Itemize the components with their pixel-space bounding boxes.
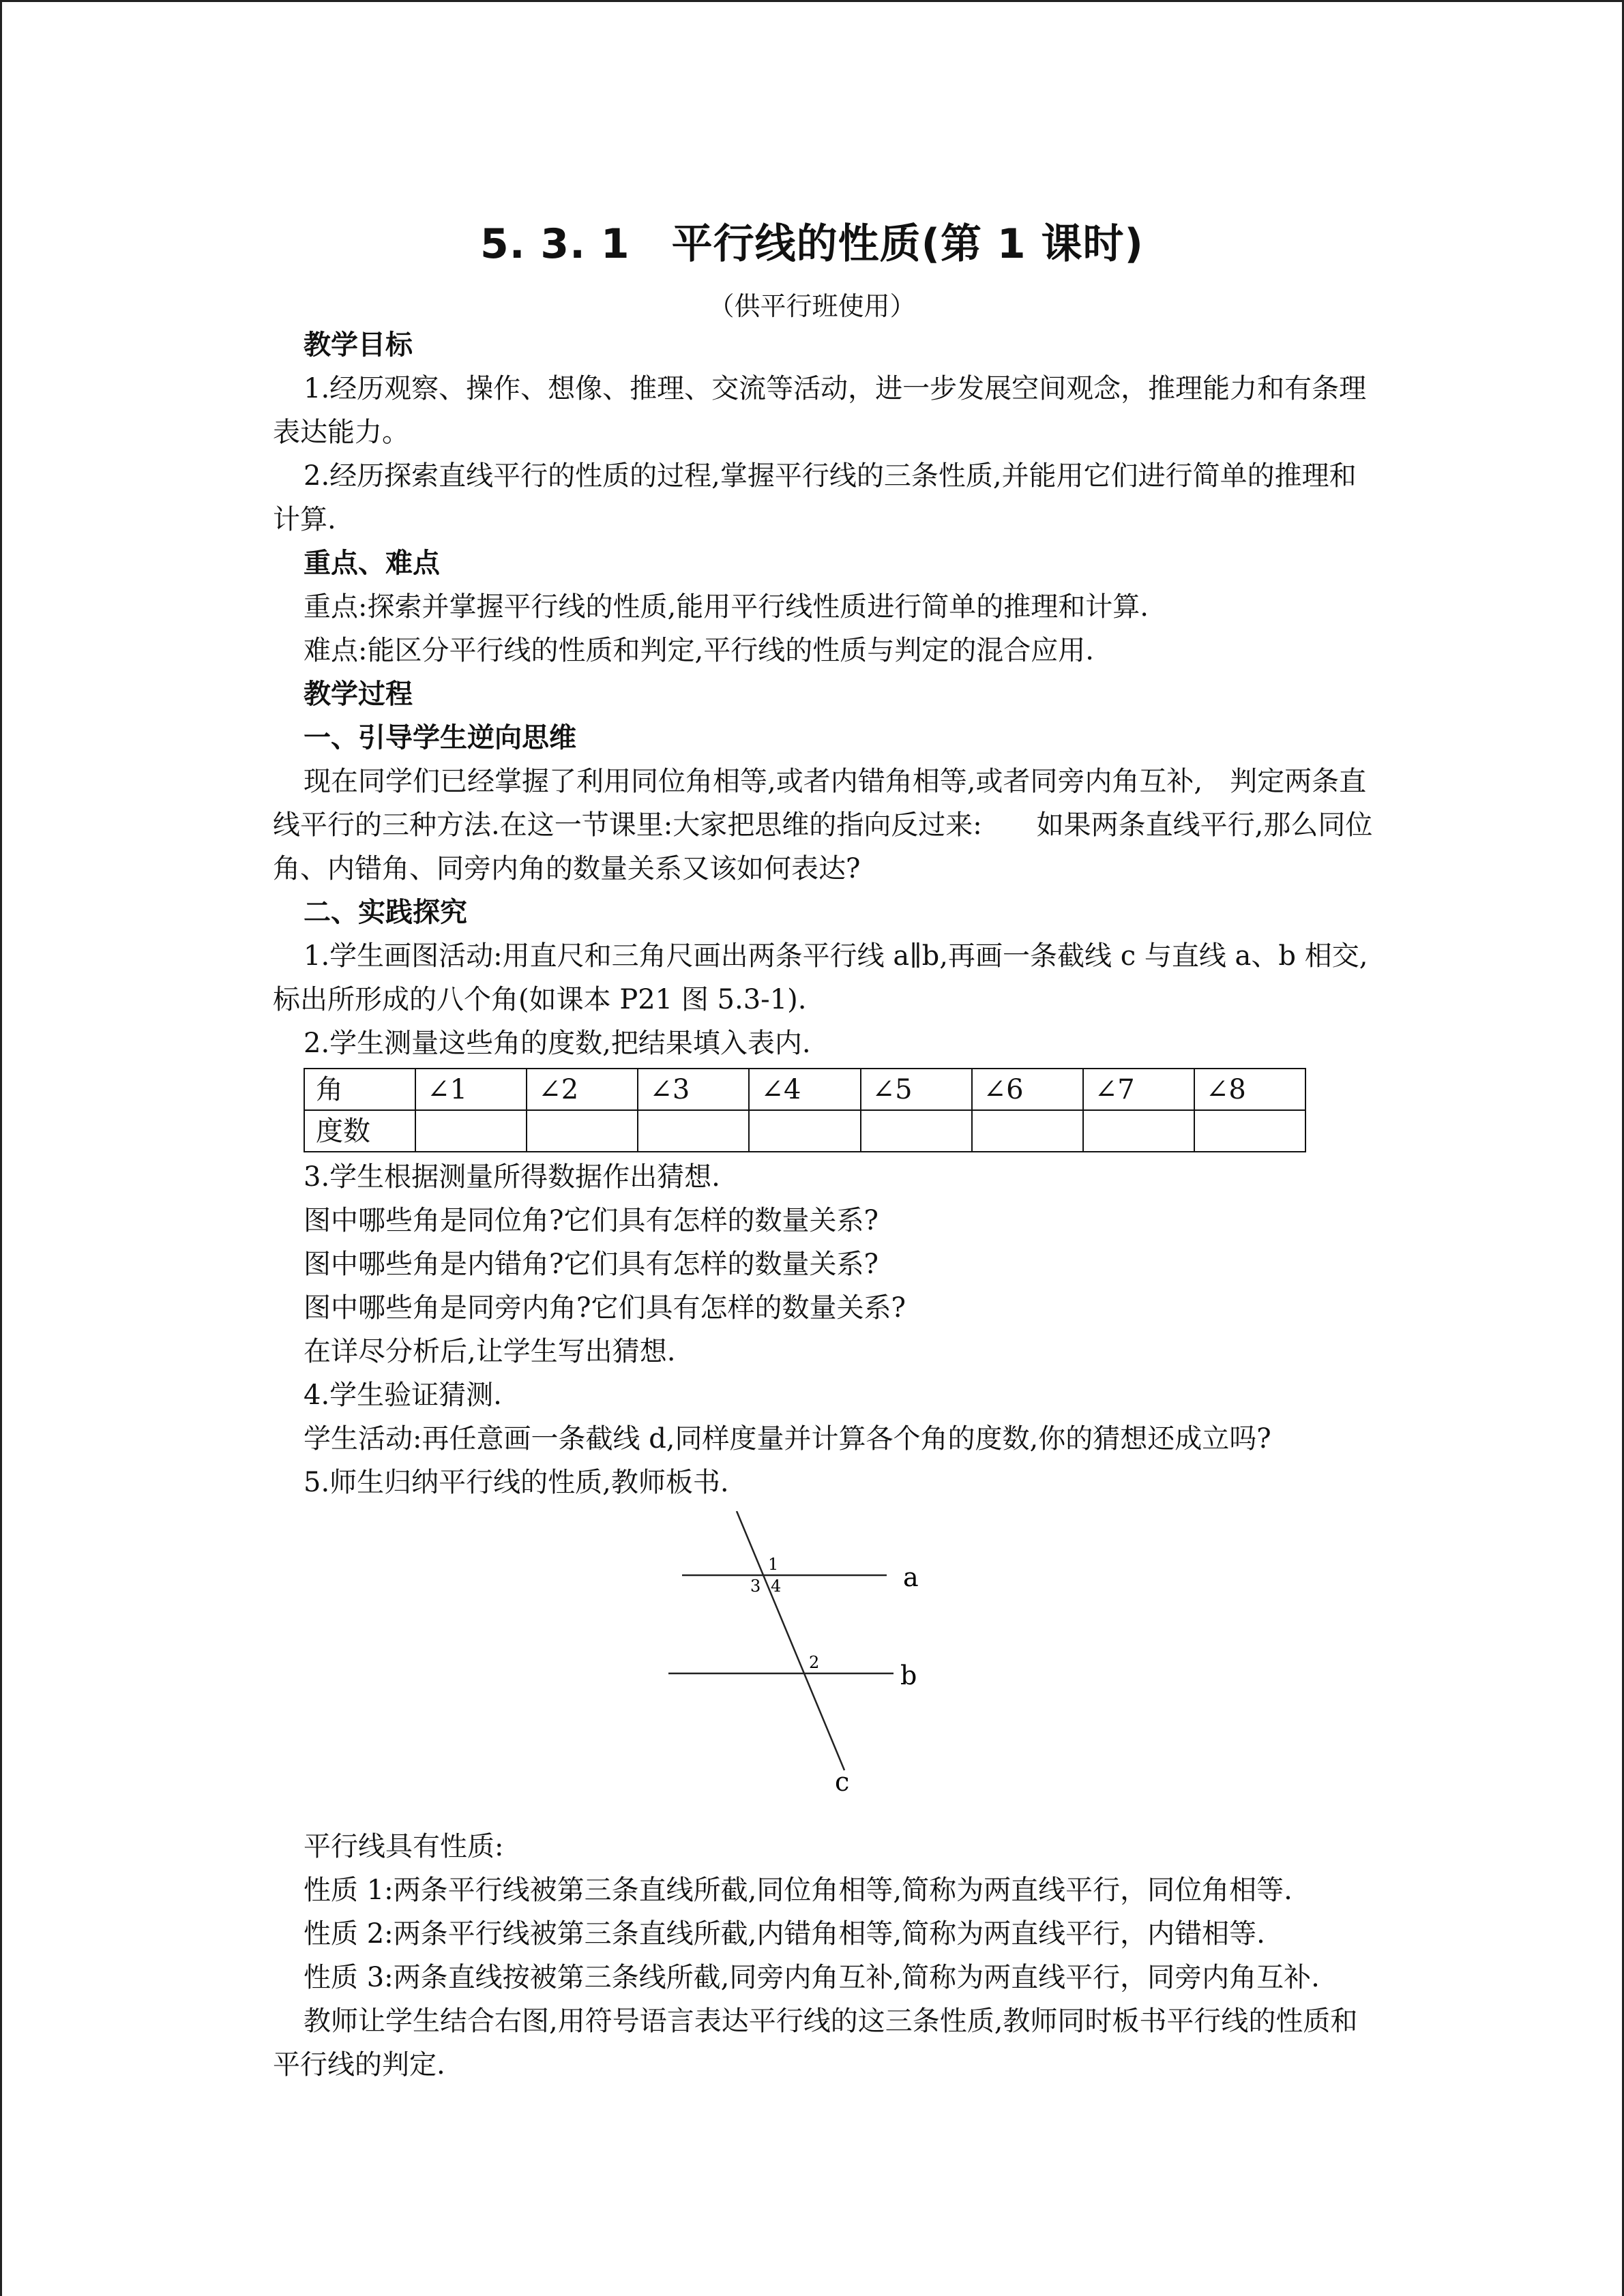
- table-cell: 度数: [304, 1110, 415, 1152]
- table-cell: [972, 1110, 1083, 1152]
- practice-step-4: 4.学生验证猜测.: [304, 1380, 502, 1411]
- angle-measure-table: [304, 1068, 1306, 1152]
- table-cell: ∠1: [415, 1069, 527, 1110]
- practice-step-3: 3.学生根据测量所得数据作出猜想.: [304, 1161, 720, 1193]
- practice-step-2: 2.学生测量这些角的度数,把结果填入表内.: [304, 1028, 811, 1059]
- table-cell: ∠3: [638, 1069, 749, 1110]
- parallel-lines-diagram: [668, 1511, 1050, 1798]
- table-cell: 角: [304, 1069, 415, 1110]
- page-subtitle: （供平行班使用）: [708, 291, 916, 321]
- line-c-label: c: [835, 1767, 850, 1797]
- section2-heading: 二、实践探究: [304, 897, 467, 928]
- question-interior: 图中哪些角是同旁内角?它们具有怎样的数量关系?: [304, 1292, 906, 1324]
- angle-3-label: 3: [750, 1577, 761, 1596]
- line-a-label: a: [903, 1562, 919, 1592]
- table-cell: [749, 1110, 860, 1152]
- document-body: [273, 323, 1378, 2087]
- table-cell: [415, 1110, 527, 1152]
- line-c: [737, 1511, 844, 1770]
- objective-item-2: 2.经历探索直线平行的性质的过程,掌握平行线的三条性质,并能用它们进行简单的推理和计算.: [273, 460, 1357, 535]
- process-heading: 教学过程: [304, 679, 413, 710]
- table-row: [304, 1110, 1305, 1152]
- practice-step-5: 5.师生归纳平行线的性质,教师板书.: [304, 1467, 729, 1498]
- angle-2-label: 2: [809, 1653, 820, 1672]
- property-3: 性质 3:两条直线按被第三条线所截,同旁内角互补,简称为两直线平行，同旁内角互补.: [304, 1962, 1320, 1993]
- table-cell: ∠2: [527, 1069, 638, 1110]
- table-cell: ∠7: [1083, 1069, 1194, 1110]
- table-row: [304, 1069, 1305, 1110]
- table-cell: ∠5: [861, 1069, 972, 1110]
- practice-step-1: 1.学生画图活动:用直尺和三角尺画出两条平行线 a∥b,再画一条截线 c 与直线 a、b 相交,标出所形成的八个角(如课本 P21 图 5.3-1).: [273, 940, 1368, 1015]
- table-cell: [1194, 1110, 1305, 1152]
- page-border-top: [0, 0, 1624, 2]
- section1-heading: 一、引导学生逆向思维: [304, 722, 576, 754]
- table-cell: [861, 1110, 972, 1152]
- keypoint-key: 重点:探索并掌握平行线的性质,能用平行线性质进行简单的推理和计算.: [304, 591, 1149, 623]
- line-b-label: b: [900, 1660, 917, 1690]
- parallel-lines-figure: [273, 1504, 1378, 1825]
- page-border-left: [0, 0, 2, 2296]
- table-cell: [1083, 1110, 1194, 1152]
- section1-text: 现在同学们已经掌握了利用同位角相等,或者内错角相等,或者同旁内角互补, 判定两条直线平行的三种方法.在这一节课里:大家把思维的指向反过来: 如果两条直线平行,那么同位角、内错角、同旁内角的数量关系又该如何表达?: [273, 766, 1373, 884]
- table-cell: ∠8: [1194, 1069, 1305, 1110]
- property-1: 性质 1:两条平行线被第三条直线所截,同位角相等,简称为两直线平行，同位角相等.: [304, 1875, 1293, 1906]
- student-activity: 学生活动:再任意画一条截线 d,同样度量并计算各个角的度数,你的猜想还成立吗?: [304, 1423, 1271, 1455]
- angle-1-label: 1: [768, 1555, 779, 1574]
- table-cell: [527, 1110, 638, 1152]
- question-corresponding: 图中哪些角是同位角?它们具有怎样的数量关系?: [304, 1205, 879, 1236]
- question-alternate: 图中哪些角是内错角?它们具有怎样的数量关系?: [304, 1249, 879, 1280]
- properties-closing: 教师让学生结合右图,用符号语言表达平行线的这三条性质,教师同时板书平行线的性质和平行线的判定.: [273, 2006, 1358, 2081]
- objectives-heading: 教学目标: [304, 329, 413, 361]
- page-title: 5. 3. 1 平行线的性质(第 1 课时): [480, 220, 1144, 268]
- properties-intro: 平行线具有性质:: [304, 1831, 504, 1862]
- question-conjecture: 在详尽分析后,让学生写出猜想.: [304, 1336, 676, 1367]
- property-2: 性质 2:两条平行线被第三条直线所截,内错角相等,简称为两直线平行，内错相等.: [304, 1918, 1265, 1950]
- keypoints-heading: 重点、难点: [304, 548, 440, 579]
- angle-4-label: 4: [771, 1577, 782, 1596]
- table-cell: ∠6: [972, 1069, 1083, 1110]
- keypoint-difficult: 难点:能区分平行线的性质和判定,平行线的性质与判定的混合应用.: [304, 635, 1094, 666]
- table-cell: ∠4: [749, 1069, 860, 1110]
- objective-item-1: 1.经历观察、操作、想像、推理、交流等活动，进一步发展空间观念，推理能力和有条理表达能力。: [273, 373, 1367, 448]
- table-cell: [638, 1110, 749, 1152]
